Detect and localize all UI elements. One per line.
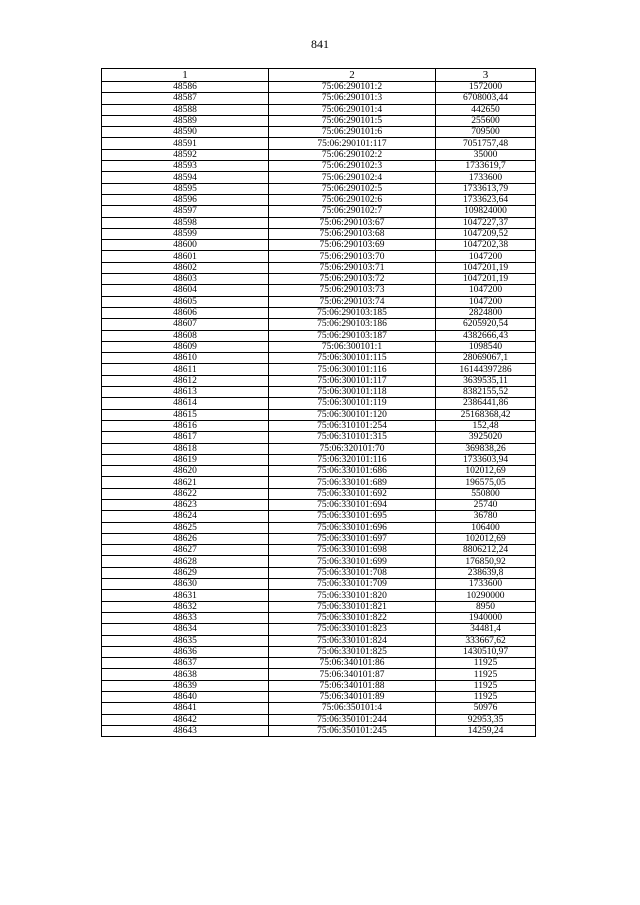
row-number-cell: 48620: [102, 466, 269, 477]
cadastral-number-cell: 75:06:300101:1: [269, 341, 436, 352]
value-cell: 2824800: [436, 307, 536, 318]
value-cell: 1047200: [436, 296, 536, 307]
row-number-cell: 48592: [102, 149, 269, 160]
table-row: [102, 341, 536, 352]
cadastral-number-cell: 75:06:300101:120: [269, 409, 436, 420]
row-number-cell: 48626: [102, 533, 269, 544]
cadastral-number-cell: 75:06:330101:823: [269, 624, 436, 635]
table-row: [102, 533, 536, 544]
table-row: [102, 703, 536, 714]
value-cell: 25168368,42: [436, 409, 536, 420]
value-cell: 11925: [436, 669, 536, 680]
row-number-cell: 48602: [102, 262, 269, 273]
column-header-3: 3: [436, 69, 536, 82]
table-row: [102, 115, 536, 126]
value-cell: 1733600: [436, 579, 536, 590]
table-row: [102, 725, 536, 736]
row-number-cell: 48625: [102, 522, 269, 533]
cadastral-number-cell: 75:06:290101:5: [269, 115, 436, 126]
table-row: [102, 669, 536, 680]
table-row: [102, 172, 536, 183]
value-cell: 1047209,52: [436, 228, 536, 239]
table-row: [102, 567, 536, 578]
row-number-cell: 48587: [102, 93, 269, 104]
cadastral-number-cell: 75:06:330101:821: [269, 601, 436, 612]
row-number-cell: 48595: [102, 183, 269, 194]
value-cell: 50976: [436, 703, 536, 714]
table-row: [102, 420, 536, 431]
value-cell: 1047202,38: [436, 240, 536, 251]
table-row: [102, 511, 536, 522]
table-row: [102, 364, 536, 375]
value-cell: 1572000: [436, 82, 536, 93]
cadastral-number-cell: 75:06:290103:187: [269, 330, 436, 341]
cadastral-number-cell: 75:06:330101:822: [269, 612, 436, 623]
table-row: [102, 680, 536, 691]
table-row: [102, 692, 536, 703]
row-number-cell: 48597: [102, 206, 269, 217]
value-cell: 4382666,43: [436, 330, 536, 341]
cadastral-number-cell: 75:06:290102:6: [269, 194, 436, 205]
value-cell: 109824000: [436, 206, 536, 217]
cadastral-number-cell: 75:06:310101:254: [269, 420, 436, 431]
table-row: [102, 217, 536, 228]
value-cell: 1098540: [436, 341, 536, 352]
row-number-cell: 48638: [102, 669, 269, 680]
value-cell: 8950: [436, 601, 536, 612]
registry-table: [101, 68, 536, 737]
table-row: [102, 93, 536, 104]
value-cell: 1940000: [436, 612, 536, 623]
value-cell: 1430510,97: [436, 646, 536, 657]
row-number-cell: 48621: [102, 477, 269, 488]
row-number-cell: 48605: [102, 296, 269, 307]
header-row: [102, 69, 536, 82]
cadastral-number-cell: 75:06:290101:4: [269, 104, 436, 115]
row-number-cell: 48616: [102, 420, 269, 431]
value-cell: 1047200: [436, 285, 536, 296]
value-cell: 7051757,48: [436, 138, 536, 149]
cadastral-number-cell: 75:06:290103:72: [269, 274, 436, 285]
table-row: [102, 194, 536, 205]
row-number-cell: 48632: [102, 601, 269, 612]
table-row: [102, 274, 536, 285]
value-cell: 1047227,37: [436, 217, 536, 228]
cadastral-number-cell: 75:06:330101:696: [269, 522, 436, 533]
cadastral-number-cell: 75:06:330101:699: [269, 556, 436, 567]
table-row: [102, 646, 536, 657]
value-cell: 550800: [436, 488, 536, 499]
row-number-cell: 48631: [102, 590, 269, 601]
value-cell: 1733613,79: [436, 183, 536, 194]
table-row: [102, 545, 536, 556]
table-row: [102, 353, 536, 364]
page-number: 841: [311, 37, 329, 51]
row-number-cell: 48588: [102, 104, 269, 115]
cadastral-number-cell: 75:06:330101:697: [269, 533, 436, 544]
table-row: [102, 432, 536, 443]
row-number-cell: 48591: [102, 138, 269, 149]
table-row: [102, 285, 536, 296]
row-number-cell: 48593: [102, 161, 269, 172]
value-cell: 35000: [436, 149, 536, 160]
table-row: [102, 206, 536, 217]
row-number-cell: 48599: [102, 228, 269, 239]
table-row: [102, 387, 536, 398]
row-number-cell: 48601: [102, 251, 269, 262]
value-cell: 1047201,19: [436, 274, 536, 285]
table-row: [102, 612, 536, 623]
table-row: [102, 149, 536, 160]
cadastral-number-cell: 75:06:330101:820: [269, 590, 436, 601]
cadastral-number-cell: 75:06:290101:2: [269, 82, 436, 93]
cadastral-number-cell: 75:06:330101:825: [269, 646, 436, 657]
cadastral-number-cell: 75:06:290102:2: [269, 149, 436, 160]
cadastral-number-cell: 75:06:320101:116: [269, 454, 436, 465]
table-row: [102, 658, 536, 669]
cadastral-number-cell: 75:06:290103:71: [269, 262, 436, 273]
row-number-cell: 48607: [102, 319, 269, 330]
value-cell: 28069067,1: [436, 353, 536, 364]
row-number-cell: 48636: [102, 646, 269, 657]
value-cell: 25740: [436, 499, 536, 510]
table-row: [102, 409, 536, 420]
table-row: [102, 82, 536, 93]
cadastral-number-cell: 75:06:310101:315: [269, 432, 436, 443]
row-number-cell: 48586: [102, 82, 269, 93]
row-number-cell: 48604: [102, 285, 269, 296]
value-cell: 3925020: [436, 432, 536, 443]
row-number-cell: 48642: [102, 714, 269, 725]
row-number-cell: 48619: [102, 454, 269, 465]
value-cell: 106400: [436, 522, 536, 533]
value-cell: 16144397286: [436, 364, 536, 375]
cadastral-number-cell: 75:06:300101:115: [269, 353, 436, 364]
value-cell: 255600: [436, 115, 536, 126]
cadastral-number-cell: 75:06:290101:3: [269, 93, 436, 104]
table-row: [102, 138, 536, 149]
cadastral-number-cell: 75:06:330101:824: [269, 635, 436, 646]
value-cell: 442650: [436, 104, 536, 115]
cadastral-number-cell: 75:06:350101:245: [269, 725, 436, 736]
row-number-cell: 48613: [102, 387, 269, 398]
cadastral-number-cell: 75:06:300101:117: [269, 375, 436, 386]
value-cell: 1733600: [436, 172, 536, 183]
cadastral-number-cell: 75:06:330101:692: [269, 488, 436, 499]
cadastral-number-cell: 75:06:290101:6: [269, 127, 436, 138]
table-row: [102, 127, 536, 138]
table-row: [102, 240, 536, 251]
cadastral-number-cell: 75:06:330101:695: [269, 511, 436, 522]
cadastral-number-cell: 75:06:290103:186: [269, 319, 436, 330]
cadastral-number-cell: 75:06:350101:4: [269, 703, 436, 714]
value-cell: 34481,4: [436, 624, 536, 635]
row-number-cell: 48596: [102, 194, 269, 205]
cadastral-number-cell: 75:06:330101:694: [269, 499, 436, 510]
table-row: [102, 262, 536, 273]
value-cell: 176850,92: [436, 556, 536, 567]
row-number-cell: 48610: [102, 353, 269, 364]
cadastral-number-cell: 75:06:350101:244: [269, 714, 436, 725]
value-cell: 152,48: [436, 420, 536, 431]
cadastral-number-cell: 75:06:290102:4: [269, 172, 436, 183]
value-cell: 6708003,44: [436, 93, 536, 104]
table-row: [102, 104, 536, 115]
table-row: [102, 375, 536, 386]
table-row: [102, 228, 536, 239]
value-cell: 709500: [436, 127, 536, 138]
table-row: [102, 522, 536, 533]
table-row: [102, 466, 536, 477]
cadastral-number-cell: 75:06:300101:116: [269, 364, 436, 375]
cadastral-number-cell: 75:06:290101:117: [269, 138, 436, 149]
table-row: [102, 443, 536, 454]
cadastral-number-cell: 75:06:320101:70: [269, 443, 436, 454]
value-cell: 238639,8: [436, 567, 536, 578]
cadastral-number-cell: 75:06:330101:709: [269, 579, 436, 590]
table-row: [102, 161, 536, 172]
table-row: [102, 590, 536, 601]
table-header: [102, 69, 536, 82]
cadastral-number-cell: 75:06:290102:5: [269, 183, 436, 194]
cadastral-number-cell: 75:06:340101:86: [269, 658, 436, 669]
row-number-cell: 48609: [102, 341, 269, 352]
row-number-cell: 48590: [102, 127, 269, 138]
value-cell: 369838,26: [436, 443, 536, 454]
value-cell: 333667,62: [436, 635, 536, 646]
row-number-cell: 48633: [102, 612, 269, 623]
row-number-cell: 48637: [102, 658, 269, 669]
value-cell: 14259,24: [436, 725, 536, 736]
row-number-cell: 48600: [102, 240, 269, 251]
value-cell: 10290000: [436, 590, 536, 601]
table-row: [102, 307, 536, 318]
row-number-cell: 48617: [102, 432, 269, 443]
table-row: [102, 398, 536, 409]
table-row: [102, 499, 536, 510]
cadastral-number-cell: 75:06:290103:73: [269, 285, 436, 296]
row-number-cell: 48639: [102, 680, 269, 691]
value-cell: 1047200: [436, 251, 536, 262]
cadastral-number-cell: 75:06:290103:68: [269, 228, 436, 239]
table-row: [102, 454, 536, 465]
row-number-cell: 48594: [102, 172, 269, 183]
value-cell: 196575,05: [436, 477, 536, 488]
row-number-cell: 48641: [102, 703, 269, 714]
cadastral-number-cell: 75:06:330101:686: [269, 466, 436, 477]
value-cell: 1733623,64: [436, 194, 536, 205]
cadastral-number-cell: 75:06:330101:698: [269, 545, 436, 556]
row-number-cell: 48598: [102, 217, 269, 228]
value-cell: 11925: [436, 692, 536, 703]
value-cell: 8806212,24: [436, 545, 536, 556]
table-row: [102, 635, 536, 646]
value-cell: 102012,69: [436, 533, 536, 544]
row-number-cell: 48627: [102, 545, 269, 556]
value-cell: 11925: [436, 658, 536, 669]
cadastral-number-cell: 75:06:340101:89: [269, 692, 436, 703]
value-cell: 92953,35: [436, 714, 536, 725]
cadastral-number-cell: 75:06:290102:7: [269, 206, 436, 217]
value-cell: 8382155,52: [436, 387, 536, 398]
cadastral-number-cell: 75:06:290102:3: [269, 161, 436, 172]
table-row: [102, 579, 536, 590]
cadastral-number-cell: 75:06:300101:118: [269, 387, 436, 398]
cadastral-number-cell: 75:06:300101:119: [269, 398, 436, 409]
table-row: [102, 183, 536, 194]
cadastral-number-cell: 75:06:290103:74: [269, 296, 436, 307]
row-number-cell: 48603: [102, 274, 269, 285]
table-row: [102, 488, 536, 499]
row-number-cell: 48643: [102, 725, 269, 736]
cadastral-number-cell: 75:06:330101:708: [269, 567, 436, 578]
value-cell: 1047201,19: [436, 262, 536, 273]
row-number-cell: 48640: [102, 692, 269, 703]
table-row: [102, 477, 536, 488]
row-number-cell: 48606: [102, 307, 269, 318]
row-number-cell: 48622: [102, 488, 269, 499]
cadastral-number-cell: 75:06:290103:69: [269, 240, 436, 251]
row-number-cell: 48611: [102, 364, 269, 375]
row-number-cell: 48629: [102, 567, 269, 578]
row-number-cell: 48615: [102, 409, 269, 420]
value-cell: 1733603,94: [436, 454, 536, 465]
table-row: [102, 556, 536, 567]
table-body: [102, 82, 536, 737]
value-cell: 102012,69: [436, 466, 536, 477]
cadastral-number-cell: 75:06:340101:87: [269, 669, 436, 680]
column-header-2: 2: [269, 69, 436, 82]
table-row: [102, 330, 536, 341]
row-number-cell: 48618: [102, 443, 269, 454]
value-cell: 36780: [436, 511, 536, 522]
row-number-cell: 48635: [102, 635, 269, 646]
value-cell: 1733619,7: [436, 161, 536, 172]
table-row: [102, 296, 536, 307]
row-number-cell: 48614: [102, 398, 269, 409]
row-number-cell: 48608: [102, 330, 269, 341]
table-row: [102, 714, 536, 725]
row-number-cell: 48628: [102, 556, 269, 567]
row-number-cell: 48634: [102, 624, 269, 635]
value-cell: 6205920,54: [436, 319, 536, 330]
value-cell: 3639535,11: [436, 375, 536, 386]
value-cell: 11925: [436, 680, 536, 691]
table-row: [102, 251, 536, 262]
row-number-cell: 48589: [102, 115, 269, 126]
cadastral-number-cell: 75:06:340101:88: [269, 680, 436, 691]
table-row: [102, 319, 536, 330]
cadastral-number-cell: 75:06:290103:67: [269, 217, 436, 228]
cadastral-number-cell: 75:06:290103:185: [269, 307, 436, 318]
row-number-cell: 48612: [102, 375, 269, 386]
table-row: [102, 624, 536, 635]
column-header-1: 1: [102, 69, 269, 82]
row-number-cell: 48623: [102, 499, 269, 510]
value-cell: 2386441,86: [436, 398, 536, 409]
row-number-cell: 48630: [102, 579, 269, 590]
row-number-cell: 48624: [102, 511, 269, 522]
cadastral-number-cell: 75:06:290103:70: [269, 251, 436, 262]
table-row: [102, 601, 536, 612]
cadastral-number-cell: 75:06:330101:689: [269, 477, 436, 488]
